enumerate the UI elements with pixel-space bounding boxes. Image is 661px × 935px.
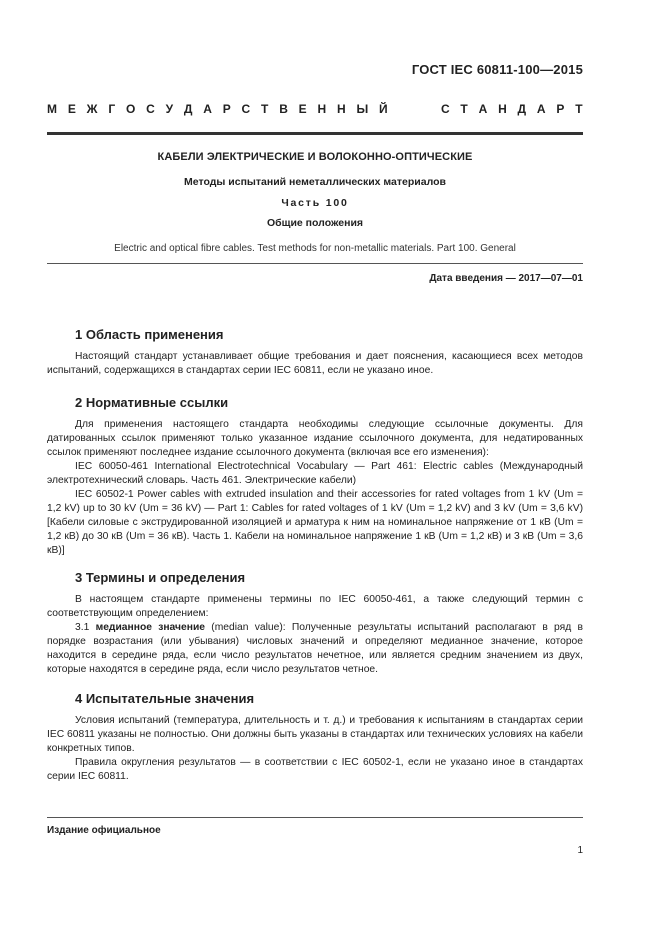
banner-letter [427, 102, 430, 116]
english-title: Electric and optical fibre cables. Test methods for non-metallic materials. Part 100. General [114, 243, 516, 254]
title-line-1: КАБЕЛИ ЭЛЕКТРИЧЕСКИЕ И ВОЛОКОННО-ОПТИЧЕСКИЕ [157, 151, 473, 163]
term-number: 3.1 [75, 622, 90, 633]
banner-letter: Р [556, 102, 565, 116]
doc-number: ГОСТ IEC 60811-100—2015 [411, 62, 583, 77]
banner-letter: Ж [86, 102, 98, 116]
section-heading: 3 Термины и определения [75, 570, 246, 585]
banner-letter: Т [261, 102, 269, 116]
banner-letter: М [47, 102, 57, 116]
paragraph: Правила округления результатов — в соответствии с IEC 60502-1, если не указано иное в стандартах серии IEC 60811. [47, 757, 583, 782]
edition-label: Издание официальное [47, 825, 161, 836]
header-rule [47, 132, 583, 135]
section-heading: 1 Область применения [75, 327, 224, 342]
title-line-3: Часть 100 [281, 197, 349, 209]
footer-rule [47, 817, 583, 818]
banner-letter: О [125, 102, 136, 116]
banner-letter: У [165, 102, 174, 116]
banner-letter: Н [336, 102, 346, 116]
banner-letter: Й [379, 102, 388, 116]
banner-letter [398, 102, 401, 116]
reference-item: IEC 60502-1 Power cables with extruded insulation and their accessories for rated voltages from 1 kV (Um = 1,2 kV) up to 30 kV (Um = 36 kV) — Part 1: Cables for rated voltages of 1 kV (Um = 1,2 kV) and 3 kV (Um = 3,6 kV) [Кабели силовые с экструдированной изоляцией и арматура к ним на номинальное напряжение от 1 кВ (Um = 1,2 кВ) до 30 кВ (Um = 36 кВ). Часть 1. Кабели на номинальное напряжение 1 кВ (Um = 1,2 кВ) и 3 кВ (Um = 3,6 кВ)] [47, 489, 583, 556]
banner-letter: Р [222, 102, 231, 116]
reference-item: IEC 60050-461 International Electrotechnical Vocabulary — Part 461: Electric cables (Международный электротехнический словарь. Часть 461. Электрические кабели) [47, 461, 583, 486]
banner-letter: А [203, 102, 212, 116]
title-rule [47, 263, 583, 264]
term-definition [47, 621, 583, 677]
banner-letter: Г [108, 102, 116, 116]
interstate-standard-banner [47, 102, 583, 116]
paragraph: В настоящем стандарте применены термины по IEC 60050-461, а также следующий термин с соответствующим определением: [47, 594, 583, 619]
section-2 [47, 395, 583, 558]
banner-letter: А [536, 102, 546, 116]
paragraph: Для применения настоящего стандарта необходимы следующие ссылочные документы. Для датированных ссылок применяют только указанное издание ссылочного документа, для недатированных ссылок применяют последнее издание ссылочного документа (включая все его изменения): [47, 419, 583, 458]
banner-letter: В [279, 102, 288, 116]
paragraph: Настоящий стандарт устанавливает общие требования и дает пояснения, касающиеся всех методов испытаний, содержащихся в стандартах серии IEC 60811, если не указано иное. [47, 351, 583, 376]
title-line-4: Общие положения [266, 217, 364, 229]
page-number: 1 [577, 845, 583, 856]
section-1 [47, 327, 583, 378]
term-text: (median value): Полученные результаты испытаний располагают в ряд в порядке возрастания (или убывания) числовых значений и определяют медианное значение, которое находится в середине ряда, если число результатов нечетное, или является средним значением из двух, которые находятся в середине ряда, если число результатов четное. [47, 622, 583, 675]
banner-letter: Е [67, 102, 76, 116]
banner-letter: С [440, 102, 450, 116]
intro-date: Дата введения — 2017—07—01 [429, 273, 583, 284]
banner-letter: С [146, 102, 155, 116]
banner-letter: А [478, 102, 488, 116]
banner-letter: Н [498, 102, 507, 116]
section-heading: 2 Нормативные ссылки [75, 395, 229, 410]
term-name: медианное значение [95, 622, 206, 633]
title-line-2: Методы испытаний неметаллических материалов [184, 176, 446, 188]
section-heading: 4 Испытательные значения [75, 691, 255, 706]
banner-letter: Ы [356, 102, 369, 116]
banner-letter: Е [298, 102, 307, 116]
section-4 [47, 691, 583, 784]
banner-letter [413, 102, 416, 116]
banner-letter: Н [317, 102, 327, 116]
paragraph: Условия испытаний (температура, длительность и т. д.) и требования к испытаниям в стандартах серии IEC 60811 указаны не полностью. Они должны быть указаны в стандартах или технических условиях на кабели конкретных типов. [47, 715, 584, 754]
banner-letter: С [241, 102, 251, 116]
banner-letter: Д [517, 102, 527, 116]
banner-letter: Д [183, 102, 193, 116]
banner-letter: Т [575, 102, 583, 116]
section-3 [47, 570, 583, 677]
banner-letter: Т [460, 102, 468, 116]
